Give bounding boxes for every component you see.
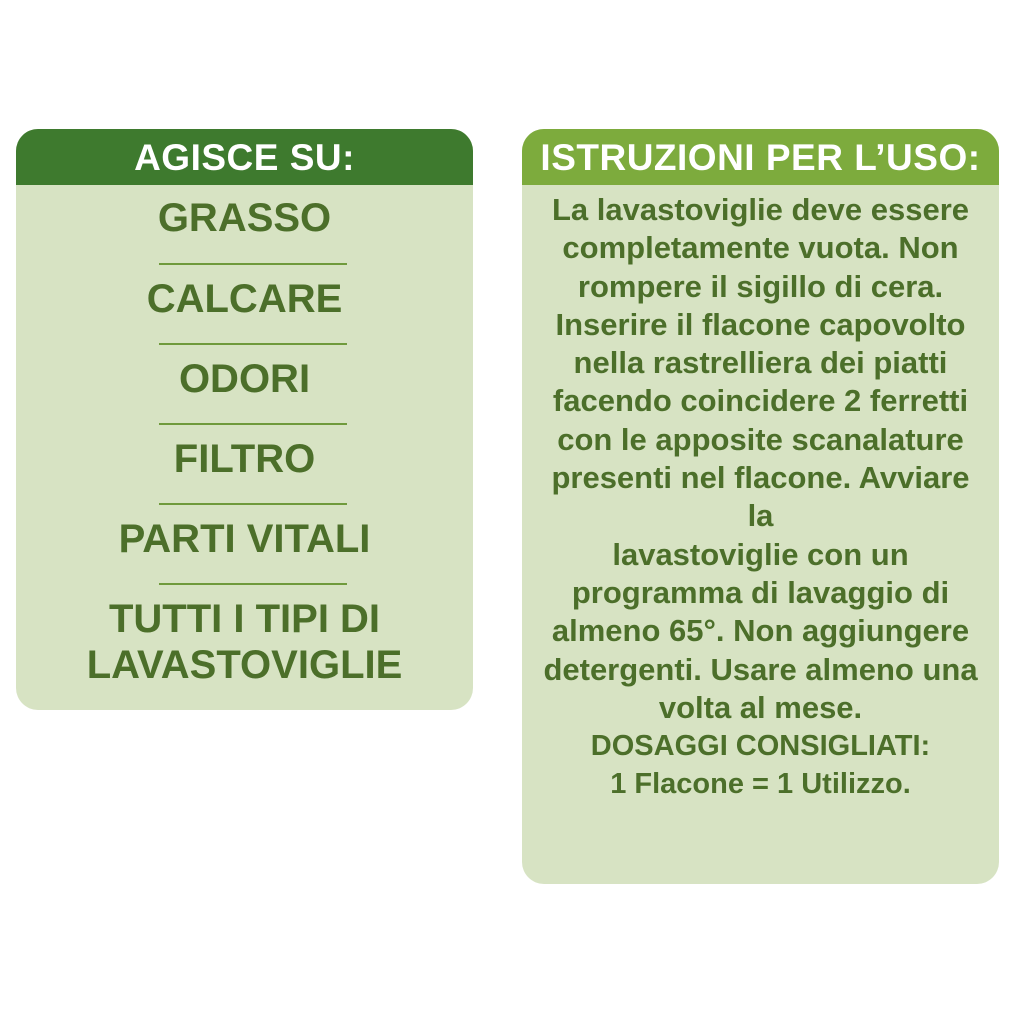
action-divider [159, 423, 347, 425]
instruction-line: completamente vuota. Non [562, 230, 959, 266]
action-item-tutti-i-tipi: TUTTI I TIPI DI [108, 597, 381, 641]
instruction-line: almeno 65°. Non aggiungere [551, 613, 970, 649]
action-item-parti-vitali: PARTI VITALI [118, 517, 371, 561]
instruction-line: programma di lavaggio di [571, 574, 950, 610]
action-item-calcare: CALCARE [146, 277, 343, 321]
instruction-line: rompere il sigillo di cera. [577, 268, 944, 304]
action-item-lavastoviglie: LAVASTOVIGLIE [86, 643, 403, 687]
instruction-line: volta al mese. [658, 689, 863, 725]
instructions-text [522, 185, 999, 727]
instruction-line: presenti nel flacone. Avviare la [551, 460, 970, 534]
action-divider [159, 263, 347, 265]
dosage-value: 1 Flacone = 1 Utilizzo. [610, 768, 911, 801]
instruction-line: Inserire il flacone capovolto [555, 306, 966, 342]
dosage-title: DOSAGGI CONSIGLIATI: [590, 730, 931, 763]
action-divider [159, 583, 347, 585]
action-item-filtro: FILTRO [173, 437, 316, 481]
action-divider [159, 503, 347, 505]
action-card [16, 129, 473, 710]
action-divider [159, 343, 347, 345]
action-item-odori: ODORI [178, 357, 311, 401]
instruction-line: facendo coincidere 2 ferretti [552, 383, 969, 419]
instruction-line: La lavastoviglie deve essere [551, 192, 970, 227]
instruction-line: nella rastrelliera dei piatti [573, 345, 948, 381]
instructions-header: ISTRUZIONI PER L’USO: [522, 129, 999, 185]
dosage-section [522, 727, 999, 803]
action-item-grasso: GRASSO [157, 196, 332, 240]
instructions-card [522, 129, 999, 884]
instruction-line: detergenti. Usare almeno una [543, 651, 978, 687]
action-card-header: AGISCE SU: [16, 129, 473, 185]
instruction-line: lavastoviglie con un [612, 536, 909, 572]
instruction-line: con le apposite scanalature [557, 421, 964, 457]
